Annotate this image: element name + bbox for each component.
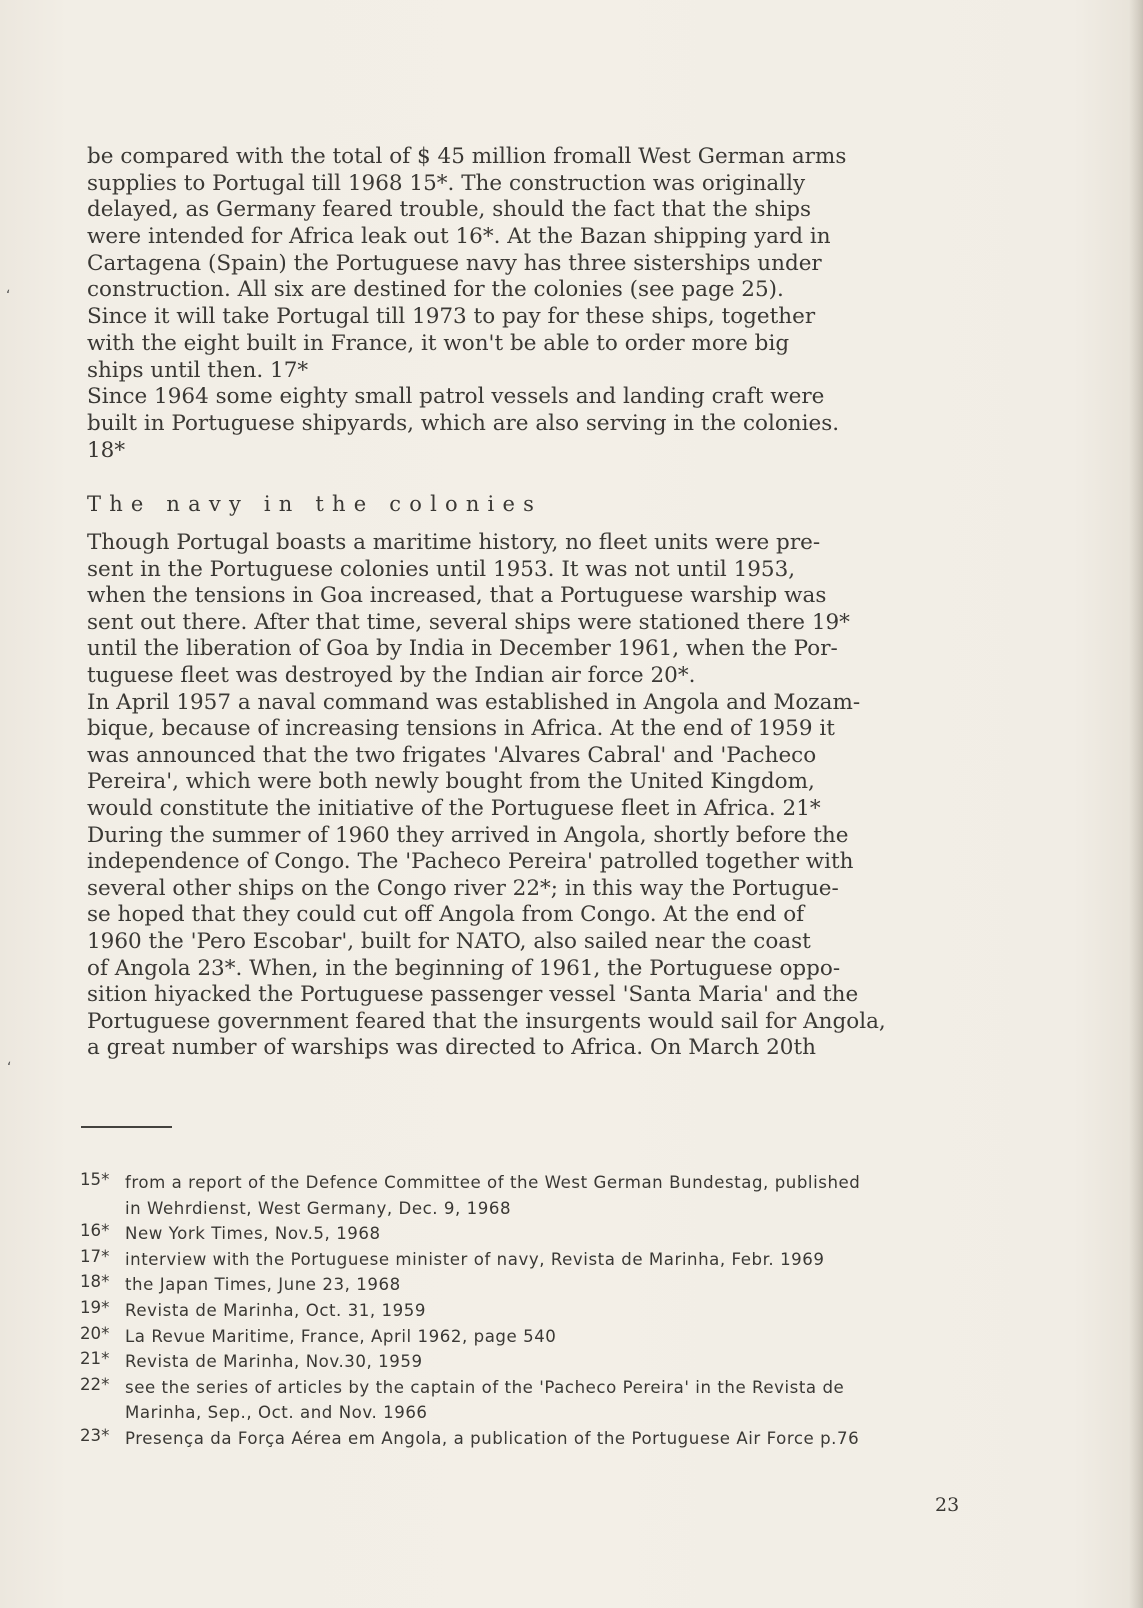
footnote	[80, 1272, 980, 1298]
text-line: 1960 the 'Pero Escobar', built for NATO, also sailed near the coast	[87, 928, 811, 954]
footnote-number: 15*	[80, 1170, 110, 1189]
footnote-number: 17*	[80, 1246, 110, 1266]
text-line: tuguese fleet was destroyed by the Indian air force 20*.	[87, 662, 696, 688]
footnote-number: 19*	[80, 1297, 110, 1317]
text-line: bique, because of increasing tensions in Africa. At the end of 1959 it	[87, 716, 835, 742]
text-line: Since it will take Portugal till 1973 to pay for these ships, together	[87, 304, 816, 330]
page-edge-shadow	[1129, 0, 1143, 1608]
footnote	[80, 1375, 980, 1426]
text-line: sent out there. After that time, several ships were stationed there 19*	[87, 609, 850, 635]
section-heading: The navy in the colonies	[87, 492, 543, 516]
footnote-text: see the series of articles by the captain of the 'Pacheco Pereira' in the Revista de	[125, 1377, 845, 1397]
text-line: was announced that the two frigates 'Alvares Cabral' and 'Pacheco	[87, 742, 817, 768]
footnote-number: 21*	[80, 1349, 110, 1369]
footnote	[80, 1298, 980, 1324]
footnote	[80, 1426, 980, 1452]
footnote-text: La Revue Maritime, France, April 1962, page 540	[125, 1326, 557, 1346]
margin-mark: ʻ	[7, 1060, 12, 1076]
footnote-divider	[81, 1126, 172, 1128]
footnote	[80, 1221, 980, 1247]
page-number: 23	[935, 1494, 960, 1516]
footnotes	[80, 1170, 980, 1452]
text-line: independence of Congo. The 'Pacheco Pereira' patrolled together with	[87, 849, 854, 875]
footnote-number: 18*	[80, 1272, 110, 1292]
footnote	[80, 1170, 980, 1221]
text-line: se hoped that they could cut off Angola from Congo. At the end of	[87, 902, 805, 928]
text-line: Portuguese government feared that the insurgents would sail for Angola,	[87, 1008, 886, 1034]
text-line: several other ships on the Congo river 22*; in this way the Portugue-	[87, 875, 839, 901]
text-line: be compared with the total of $ 45 million fromall West German arms	[87, 144, 847, 169]
body-paragraph-2	[87, 530, 967, 1062]
text-line: Since 1964 some eighty small patrol vessels and landing craft were	[87, 384, 825, 410]
footnote-text: the Japan Times, June 23, 1968	[125, 1275, 401, 1295]
text-line: Though Portugal boasts a maritime history, no fleet units were pre-	[87, 530, 821, 555]
text-line: of Angola 23*. When, in the beginning of 1961, the Portuguese oppo-	[87, 955, 841, 981]
footnote-number: 20*	[80, 1323, 110, 1343]
text-line: with the eight built in France, it won't be able to order more big	[87, 330, 790, 356]
text-line: would constitute the initiative of the Portuguese fleet in Africa. 21*	[87, 795, 821, 821]
footnote-text: Presença da Força Aérea em Angola, a publication of the Portuguese Air Force p.76	[125, 1428, 860, 1448]
margin-mark: ʻ	[6, 288, 11, 304]
footnote-number: 16*	[80, 1221, 110, 1241]
text-line: built in Portuguese shipyards, which are also serving in the colonies.	[87, 410, 840, 436]
footnote-number: 22*	[80, 1374, 110, 1394]
footnote-text: Revista de Marinha, Nov.30, 1959	[125, 1352, 423, 1372]
text-line: Cartagena (Spain) the Portuguese navy has three sisterships under	[87, 250, 822, 276]
text-line: sition hiyacked the Portuguese passenger vessel 'Santa Maria' and the	[87, 982, 859, 1008]
text-line: In April 1957 a naval command was established in Angola and Mozam-	[87, 689, 861, 715]
text-line: ships until then. 17*	[87, 357, 309, 383]
text-line: sent in the Portuguese colonies until 1953. It was not until 1953,	[87, 556, 796, 582]
footnote	[80, 1247, 980, 1273]
text-line: During the summer of 1960 they arrived in Angola, shortly before the	[87, 822, 849, 848]
text-line: when the tensions in Goa increased, that a Portuguese warship was	[87, 583, 827, 609]
footnote-text: from a report of the Defence Committee of the West German Bundestag, published	[125, 1173, 861, 1192]
text-line: construction. All six are destined for the colonies (see page 25).	[87, 277, 784, 303]
footnote-text: New York Times, Nov.5, 1968	[125, 1224, 381, 1244]
text-line: 18*	[87, 437, 126, 463]
footnote-text: Marinha, Sep., Oct. and Nov. 1966	[125, 1403, 428, 1423]
text-line: supplies to Portugal till 1968 15*. The construction was originally	[87, 170, 806, 196]
text-line: delayed, as Germany feared trouble, should the fact that the ships	[87, 197, 812, 223]
footnote-text: in Wehrdienst, West Germany, Dec. 9, 1968	[125, 1198, 512, 1218]
footnote	[80, 1324, 980, 1350]
text-line: Pereira', which were both newly bought from the United Kingdom,	[87, 769, 815, 795]
body-paragraph-1	[87, 144, 967, 464]
footnote-number: 23*	[80, 1425, 110, 1445]
text-line: a great number of warships was directed to Africa. On March 20th	[87, 1035, 816, 1061]
text-line: until the liberation of Goa by India in December 1961, when the Por-	[87, 636, 838, 662]
footnote	[80, 1349, 980, 1375]
footnote-text: Revista de Marinha, Oct. 31, 1959	[125, 1300, 426, 1320]
text-line: were intended for Africa leak out 16*. At the Bazan shipping yard in	[87, 224, 831, 250]
footnote-text: interview with the Portuguese minister of navy, Revista de Marinha, Febr. 1969	[125, 1249, 825, 1269]
